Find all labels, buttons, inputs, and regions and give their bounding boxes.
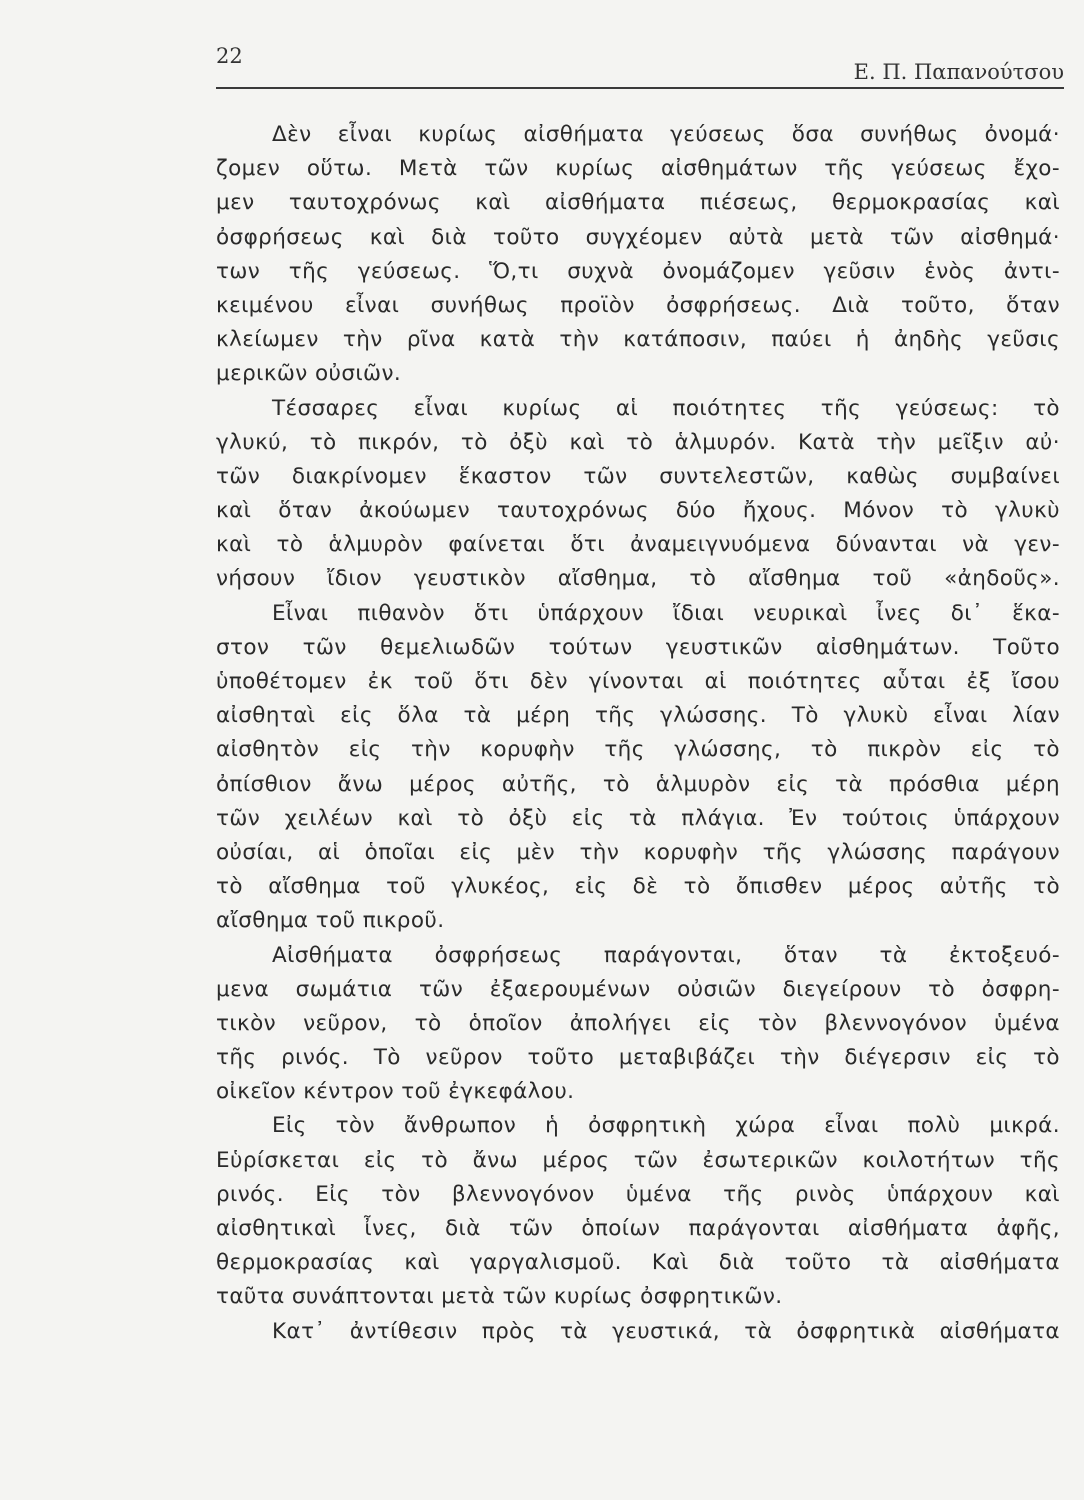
text-line: τικὸν νεῦρον, τὸ ὁποῖον ἀπολήγει εἰς τὸν βλεννογόνον ὑμένα — [216, 1010, 1060, 1036]
text-line: αἰσθηταὶ εἰς ὅλα τὰ μέρη τῆς γλώσσης. Τὸ γλυκὺ εἶναι λίαν — [216, 703, 1060, 729]
text-line: οἰκεῖον κέντρον τοῦ ἐγκεφάλου. — [216, 1079, 575, 1105]
text-line: Κατ᾽ ἀντίθεσιν πρὸς τὰ γευστικά, τὰ ὀσφρητικὰ αἰσθήματα — [272, 1318, 1060, 1344]
text-line: ταῦτα συνάπτονται μετὰ τῶν κυρίως ὀσφρητικῶν. — [216, 1284, 783, 1310]
text-line: Αἰσθήματα ὀσφρήσεως παράγονται, ὅταν τὰ ἐκτοξευό- — [272, 942, 1060, 968]
text-line: τῶν διακρίνομεν ἕκαστον τῶν συντελεστῶν, καθὼς συμβαίνει — [216, 463, 1060, 489]
text-line: Εὑρίσκεται εἰς τὸ ἄνω μέρος τῶν ἐσωτερικῶν κοιλοτήτων τῆς — [216, 1147, 1060, 1173]
text-line: τῶν χειλέων καὶ τὸ ὀξὺ εἰς τὰ πλάγια. Ἐν τούτοις ὑπάρχουν — [216, 805, 1060, 831]
text-line: θερμοκρασίας καὶ γαργαλισμοῦ. Καὶ διὰ τοῦτο τὰ αἰσθήματα — [216, 1250, 1060, 1276]
text-line: τὸ αἴσθημα τοῦ γλυκέος, εἰς δὲ τὸ ὄπισθεν μέρος αὐτῆς τὸ — [216, 874, 1060, 900]
text-line: ὑποθέτομεν ἐκ τοῦ ὅτι δὲν γίνονται αἱ ποιότητες αὗται ἐξ ἴσου — [216, 669, 1060, 694]
text-line: ζομεν οὕτω. Μετὰ τῶν κυρίως αἰσθημάτων τῆς γεύσεως ἔχο- — [216, 156, 1060, 182]
text-line: μενα σωμάτια τῶν ἐξαερουμένων οὐσιῶν διεγείρουν τὸ ὀσφρη- — [216, 976, 1060, 1002]
text-line: Εἰς τὸν ἄνθρωπον ἡ ὀσφρητικὴ χώρα εἶναι πολὺ μικρά. — [272, 1113, 1060, 1139]
page-number: 22 — [216, 44, 243, 68]
text-line: αἴσθημα τοῦ πικροῦ. — [216, 908, 445, 934]
text-line: ρινός. Εἰς τὸν βλεννογόνον ὑμένα τῆς ρινὸς ὑπάρχουν καὶ — [216, 1181, 1060, 1207]
text-line: γλυκύ, τὸ πικρόν, τὸ ὀξὺ καὶ τὸ ἁλμυρόν. Κατὰ τὴν μεῖξιν αὐ· — [216, 429, 1060, 455]
text-line: κλείωμεν τὴν ρῖνα κατὰ τὴν κατάποσιν, παύει ἡ ἀηδὴς γεῦσις — [216, 327, 1060, 353]
text-line: τῆς ρινός. Τὸ νεῦρον τοῦτο μεταβιβάζει τὴν διέγερσιν εἰς τὸ — [216, 1045, 1060, 1071]
text-line: Τέσσαρες εἶναι κυρίως αἱ ποιότητες τῆς γεύσεως: τὸ — [272, 395, 1060, 421]
text-line: κειμένου εἶναι συνήθως προϊὸν ὀσφρήσεως. Διὰ τοῦτο, ὅταν — [216, 292, 1060, 318]
text-line: ὀσφρήσεως καὶ διὰ τοῦτο συγχέομεν αὐτὰ μετὰ τῶν αἰσθημά· — [216, 224, 1060, 250]
text-line: των τῆς γεύσεως. Ὅ,τι συχνὰ ὀνομάζομεν γεῦσιν ἑνὸς ἀντι- — [216, 258, 1060, 284]
text-line: καὶ ὅταν ἀκούωμεν ταυτοχρόνως δύο ἤχους. Μόνον τὸ γλυκὺ — [216, 498, 1060, 524]
text-line: αἰσθητικαὶ ἶνες, διὰ τῶν ὁποίων παράγονται αἰσθήματα ἀφῆς, — [216, 1216, 1060, 1241]
running-head: Ε. Π. Παπανούτσου — [853, 60, 1064, 84]
body-text — [216, 118, 1060, 1349]
text-line: στον τῶν θεμελιωδῶν τούτων γευστικῶν αἰσθημάτων. Τοῦτο — [216, 634, 1060, 660]
text-line: αἰσθητὸν εἰς τὴν κορυφὴν τῆς γλώσσης, τὸ πικρὸν εἰς τὸ — [216, 737, 1060, 763]
text-line: Εἶναι πιθανὸν ὅτι ὑπάρχουν ἴδιαι νευρικαὶ ἶνες δι᾽ ἕκα- — [272, 600, 1060, 626]
header-rule — [216, 87, 1064, 89]
text-line: ὀπίσθιον ἄνω μέρος αὐτῆς, τὸ ἁλμυρὸν εἰς τὰ πρόσθια μέρη — [216, 771, 1060, 797]
text-line: νήσουν ἴδιον γευστικὸν αἴσθημα, τὸ αἴσθημα τοῦ «ἀηδοῦς». — [216, 566, 1060, 592]
text-line: Δὲν εἶναι κυρίως αἰσθήματα γεύσεως ὅσα συνήθως ὀνομά· — [272, 122, 1060, 147]
text-line: καὶ τὸ ἁλμυρὸν φαίνεται ὅτι ἀναμειγνυόμενα δύνανται νὰ γεν- — [216, 532, 1060, 558]
text-line: οὐσίαι, αἱ ὁποῖαι εἰς μὲν τὴν κορυφὴν τῆς γλώσσης παράγουν — [216, 839, 1060, 865]
text-line: μεν ταυτοχρόνως καὶ αἰσθήματα πιέσεως, θερμοκρασίας καὶ — [216, 190, 1060, 216]
text-line: μερικῶν οὐσιῶν. — [216, 361, 402, 387]
